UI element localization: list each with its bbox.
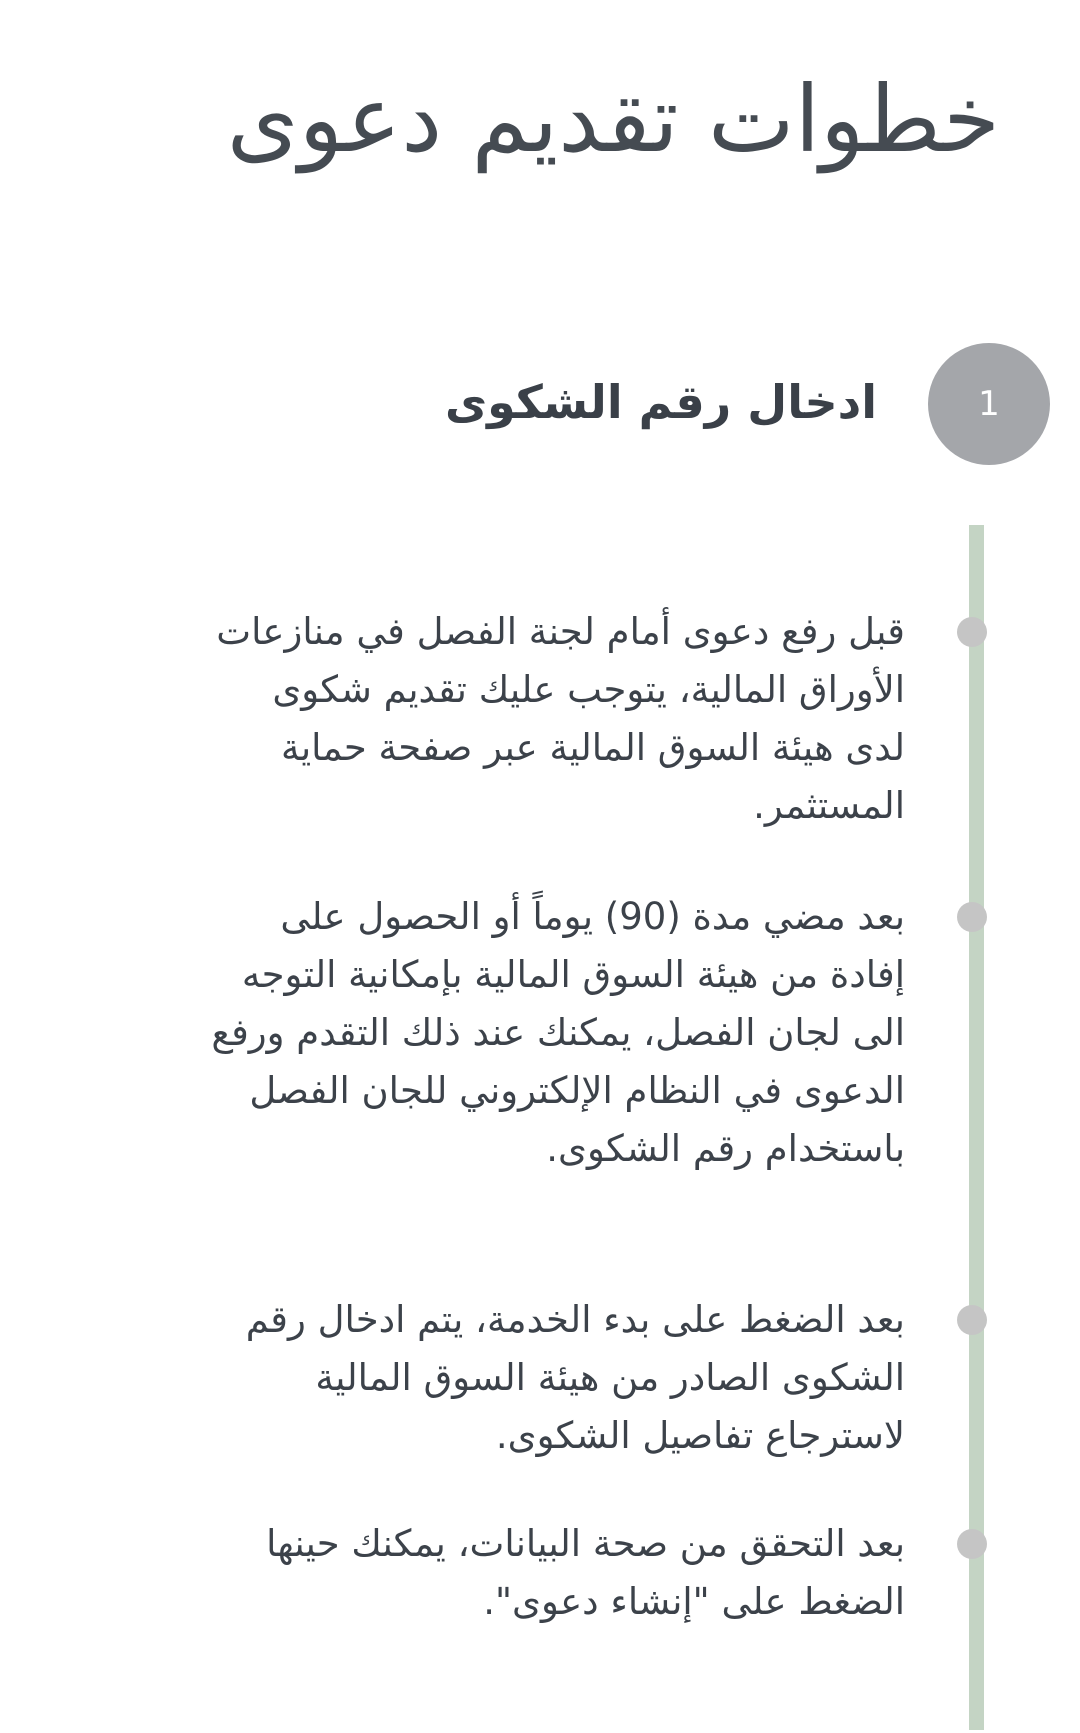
step-title: ادخال رقم الشكوى bbox=[444, 375, 877, 429]
list-item bbox=[205, 888, 905, 1178]
list-item-text: بعد الضغط على بدء الخدمة، يتم ادخال رقم الشكوى الصادر من هيئة السوق المالية لاسترجاع تفاصيل الشكوى. bbox=[245, 1298, 905, 1457]
page-title: خطوات تقديم دعوى bbox=[226, 66, 1000, 173]
bullet-dot-icon bbox=[957, 1529, 987, 1559]
step-number-badge: 1 bbox=[928, 343, 1050, 465]
bullet-dot-icon bbox=[957, 617, 987, 647]
list-item bbox=[205, 1291, 905, 1465]
list-item-text: قبل رفع دعوى أمام لجنة الفصل في منازعات الأوراق المالية، يتوجب عليك تقديم شكوى لدى هيئة السوق المالية عبر صفحة حماية المستثمر. bbox=[216, 610, 905, 827]
step-header bbox=[50, 343, 1050, 465]
list-item-text: بعد مضي مدة (90) يوماً أو الحصول على إفادة من هيئة السوق المالية بإمكانية التوجه الى لجان الفصل، يمكنك عند ذلك التقدم ورفع الدعوى في النظام الإلكتروني للجان الفصل باستخدام رقم الشكوى. bbox=[211, 895, 905, 1170]
bullet-dot-icon bbox=[957, 902, 987, 932]
list-item bbox=[205, 603, 905, 835]
list-item bbox=[205, 1515, 905, 1631]
bullet-dot-icon bbox=[957, 1305, 987, 1335]
list-item-text: بعد التحقق من صحة البيانات، يمكنك حينها الضغط على "إنشاء دعوى". bbox=[266, 1522, 905, 1623]
